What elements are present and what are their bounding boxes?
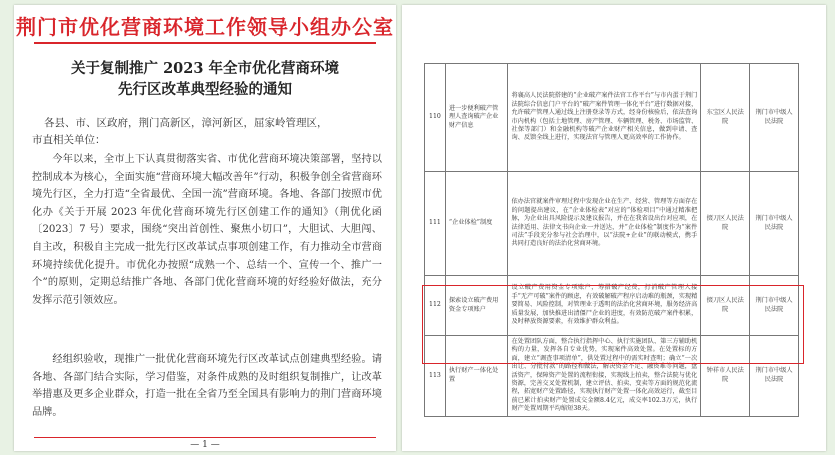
reform-name: 探索设立破产费用资金专项账户 — [445, 276, 508, 336]
row-number: 113 — [425, 336, 446, 417]
recipient-line-2: 市直相关单位： — [32, 134, 106, 146]
recommending-unit: 荆门市中级人民法院 — [750, 64, 799, 172]
row-number: 112 — [425, 276, 446, 336]
reform-name: 进一步便利破产管理人查询破产企业财产信息 — [445, 64, 508, 172]
highlight-box — [422, 285, 804, 364]
document-masthead: 荆门市优化营商环境工作领导小组办公室 — [16, 15, 394, 39]
table-row — [425, 64, 799, 172]
recommending-unit: 荆门市中级人民法院 — [750, 172, 799, 276]
body-paragraph-1: 今年以来，全市上下认真贯彻落实省、市优化营商环境决策部署，坚持以控制成本为核心，全面实施“营商环境大幅改善年”行动，积极争创全省营商环境先行区，全力打造“全省最优、全国一流”营商环境。各地、各部门按照市优化办《关于开展 2023 年优化营商环境先行区创建工作的通知》（荆优化函〔2023〕7 号）要求，围绕“突出首创性、聚焦小切口”，大胆试、大胆闯、自主改，积极自主完成一批先行区改革试点事项创建工作，有力推动全市营商环境持续优化提升。市优化办按照“成熟一个、总结一个、宣传一个、推广一个”的原则，定期总结推广各地、各部门优化营商环境的好经验好做法，充分发挥示范引领效应。 — [32, 154, 382, 306]
document-title-line-1: 关于复制推广 2023 年全市优化营商环境 — [71, 60, 339, 77]
left-document-page — [14, 5, 396, 451]
reform-description: 将襄高人民法院搭建的“企业破产案件法官工作平台”与市内蛋于荆门法院综合信息门户平台的“破产案件管理一体化平台”进行数据对接，允许破产管理人通过线上注册登录等方式，经身份核验后，依法查询市内机构（包括土地管理、房产管理、车辆管理、税务、市场监管、社保等部门）和金融机构等破产企业财产相关信息，做到申请、查询、反馈全线上进行，实现法官与管理人更高效率的工作协作。 — [508, 64, 701, 172]
recommending-unit: 荆门市中级人民法院 — [750, 276, 799, 336]
recipient-line-1: 各县、市、区政府，荆门高新区，漳河新区，屈家岭管理区， — [44, 117, 328, 129]
implementing-unit: 钟祥市人民法院 — [701, 336, 750, 417]
masthead-red-line — [34, 42, 376, 44]
reform-name: “企业体检”制度 — [445, 172, 508, 276]
reform-description: 在处置团队方面，整合执行指挥中心、执行实施团队、第三方辅助机构的力量，发挥各自专业优势，实现案件高效处置。在处置标的方面，建立“调查事项清单”，供处置过程中的需实时查明；确立“一次出让、分批付款”的路径和做法，解决资金不足、融资难等问题，盘活资产，保障资产处置的流程衔接，实现线上拍卖，整合法院与优化资源，完善交叉处置机制，建立评估、拍卖、变卖等方面的规范化流程，拓宽财产处置路径，实现执行财产处置一体化高效运行，截至目前已累计拍卖财产处置成交金额8.4亿元，成交率102.3万元，执行财产处置周期平均缩短38天。 — [508, 336, 701, 417]
implementing-unit: 掇刀区人民法院 — [701, 276, 750, 336]
body-paragraph-2: 经组织验收，现推广一批优化营商环境先行区改革试点创建典型经验。请各地、各部门结合实际，学习借鉴，对条件成熟的及时组织复制推广，让改革举措惠及更多企业群众，打造一批在全省乃至全国具有影响力的荆门营商环境品牌。 — [32, 354, 382, 418]
table-row — [425, 172, 799, 276]
right-document-page — [402, 5, 826, 451]
recommending-unit: 荆门市中级人民法院 — [750, 336, 799, 417]
implementing-unit: 东宝区人民法院 — [701, 64, 750, 172]
implementing-unit: 掇刀区人民法院 — [701, 172, 750, 276]
reform-description: 依办法官就案件审理过程中发现企业在生产、经营、管理等方面存在的问题提出建议，在“企业体检表”对应的“体检项目”中通过精准把脉，为企业出具风险提示及建议报告，并在在我省设出台对应项，在法律适用、法律文书向企业一并送达，并“企业体检”制度作为“案件司法”手段充分参与社会治理中，以“法院+企业”的联动模式，携手共同打造良好的法治化营商环境。 — [508, 172, 701, 276]
reform-description: 设立破产费用资金专项账户，筹措破产经费，打消破产管理人接手“无产可破”案件的顾虑，有效破解破产程序启动难的瓶颈，实现精要简易、风险控制，对管理业于透明的法治化营商环境，服务经济高质量发展，加快推进出清僵尸企业的进度，有效防范破产案件积累，及时释放资源要素，有效维护群众利益。 — [508, 276, 701, 336]
reform-name: 执行财产一体化处置 — [445, 336, 508, 417]
document-title-line-2: 先行区改革典型经验的通知 — [118, 81, 292, 98]
footer-red-line — [34, 437, 376, 438]
page-number: — 1 — — [190, 440, 220, 450]
row-number: 111 — [425, 172, 446, 276]
row-number: 110 — [425, 64, 446, 172]
